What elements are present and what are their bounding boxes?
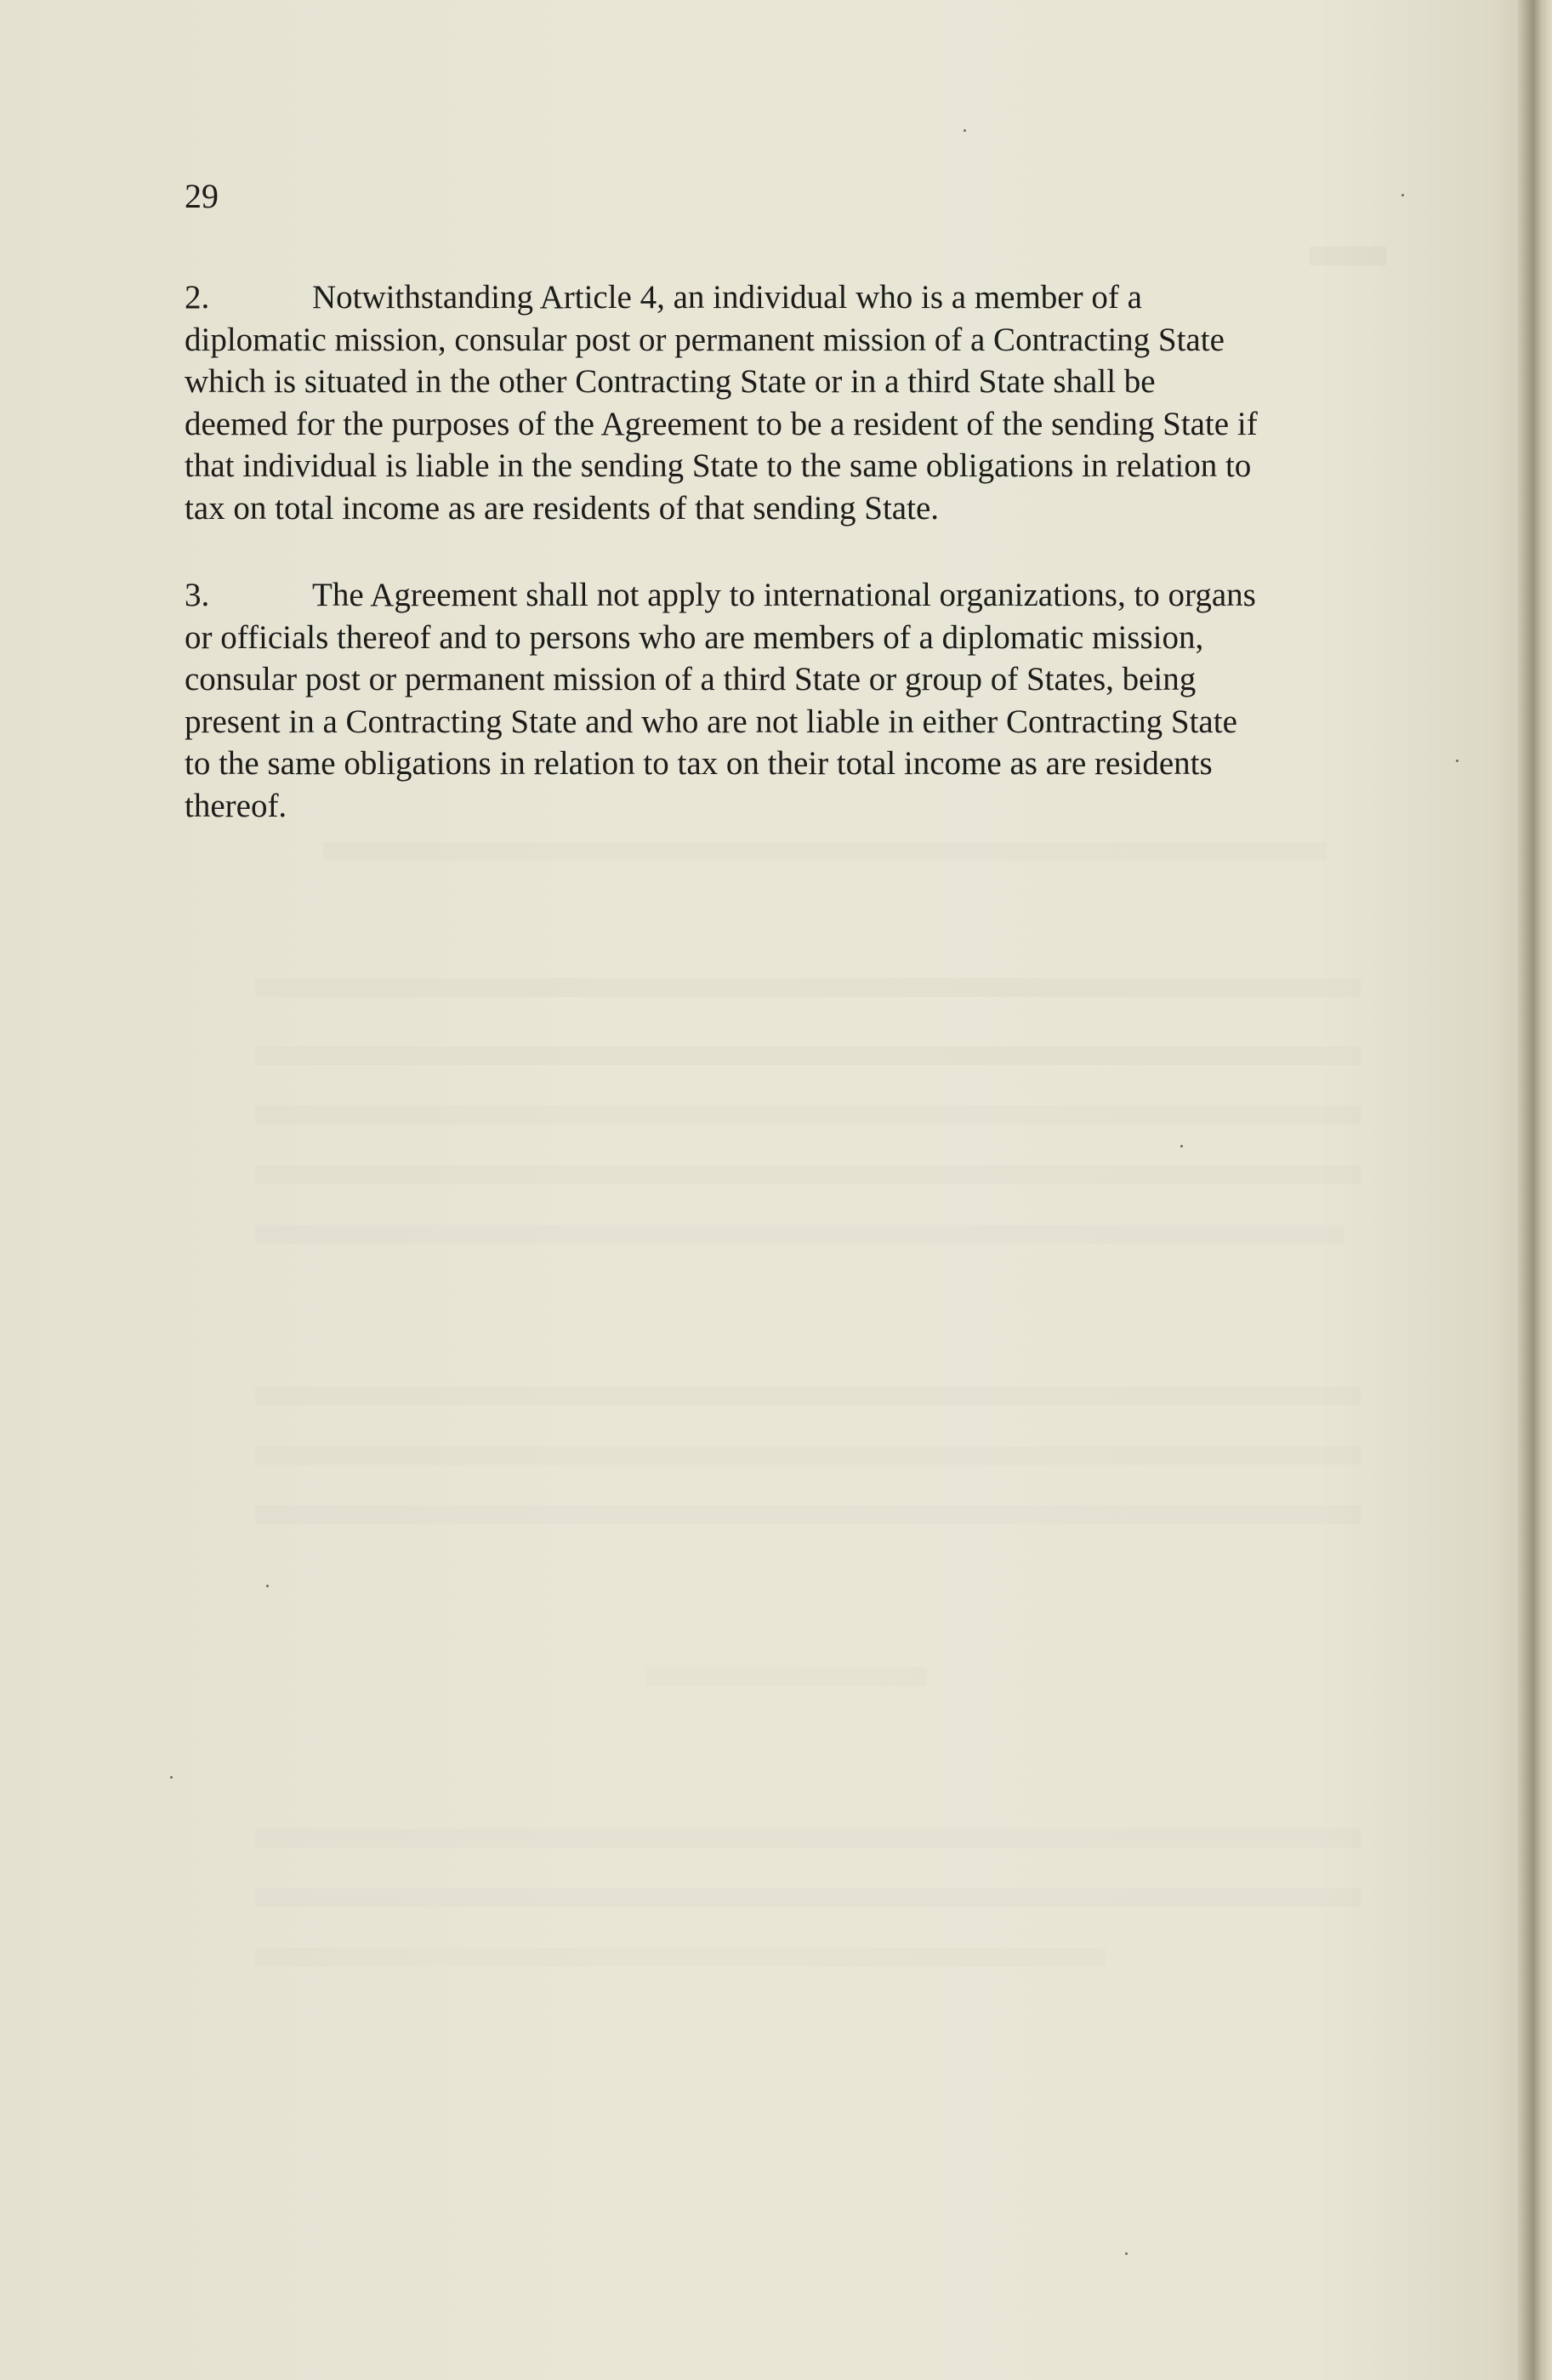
- bleed-through-shadow: [255, 1386, 1361, 1405]
- paragraph-line-text: Notwithstanding Article 4, an individual who is a member of a: [312, 279, 1142, 316]
- scan-speck: [1401, 194, 1404, 196]
- paragraph-2: [185, 276, 1362, 529]
- bleed-through-shadow: [255, 1829, 1361, 1848]
- scan-speck: [964, 129, 966, 132]
- bleed-through-shadow: [323, 842, 1327, 861]
- bleed-through-shadow: [255, 1446, 1361, 1465]
- paragraph-line: or officials thereof and to persons who are members of a diplomatic mission,: [185, 618, 1204, 656]
- scan-speck: [1456, 760, 1458, 762]
- paragraph-line: present in a Contracting State and who are not liable in either Contracting State: [185, 703, 1237, 740]
- paragraph-line: to the same obligations in relation to tax on their total income as are residents: [185, 745, 1213, 782]
- bleed-through-shadow: [1310, 247, 1386, 265]
- scan-speck: [266, 1585, 269, 1587]
- bleed-through-shadow: [255, 978, 1361, 997]
- paragraph-line: [185, 276, 1362, 319]
- paragraph-line-text: The Agreement shall not apply to international organizations, to organs: [312, 577, 1256, 613]
- bleed-through-shadow: [255, 1106, 1361, 1125]
- scan-speck: [1125, 2252, 1128, 2255]
- scan-speck: [170, 1776, 173, 1779]
- paragraph-line: tax on total income as are residents of that sending State.: [185, 489, 940, 527]
- page-number: 29: [185, 177, 219, 215]
- bleed-through-shadow: [255, 1165, 1361, 1184]
- bleed-through-shadow: [255, 1046, 1361, 1065]
- paragraph-line: consular post or permanent mission of a third State or group of States, being: [185, 661, 1197, 697]
- bleed-through-shadow: [646, 1667, 927, 1686]
- paragraph-number: 3.: [185, 577, 210, 613]
- bleed-through-shadow: [255, 1506, 1361, 1524]
- paragraph-3: [185, 574, 1362, 827]
- page-binding-edge: [1518, 0, 1552, 2380]
- paragraph-line: that individual is liable in the sending State to the same obligations in relation to: [185, 447, 1252, 484]
- paragraph-line: [185, 574, 1362, 617]
- bleed-through-shadow: [255, 1948, 1106, 1967]
- paragraph-number: 2.: [185, 279, 210, 316]
- paragraph-line: diplomatic mission, consular post or permanent mission of a Contracting State: [185, 321, 1225, 358]
- paragraph-line: deemed for the purposes of the Agreement to be a resident of the sending State if: [185, 405, 1258, 442]
- bleed-through-shadow: [255, 1888, 1361, 1907]
- bleed-through-shadow: [255, 1225, 1344, 1244]
- paragraph-line: thereof.: [185, 787, 287, 824]
- paragraph-line: which is situated in the other Contracting State or in a third State shall be: [185, 363, 1156, 400]
- scan-speck: [1180, 1145, 1183, 1147]
